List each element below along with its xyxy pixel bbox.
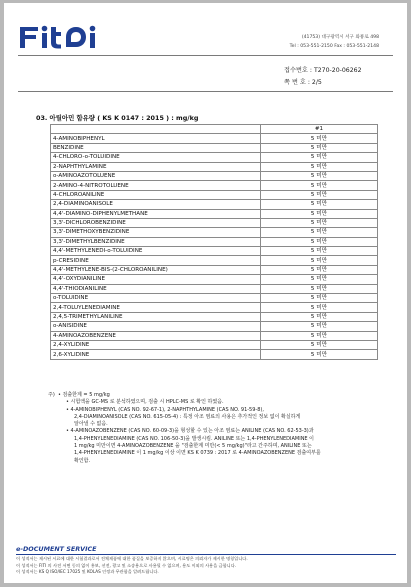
table-row [51,247,378,256]
table-row [51,153,378,162]
result-cell: 5 미만 [261,265,378,274]
disclaimer-line: 이 성적서는 제시된 시료에 대한 시험결과로서 전체제품에 대한 품질을 보증하지 않으며, 시료명은 의뢰자가 제시한 명칭입니다. [16,556,248,561]
table-row [51,181,378,190]
result-cell: 5 미만 [261,294,378,303]
page-number: 2/5 [311,79,322,86]
phone-line: Tel : 053-551-2150 Fax : 053-551-2148 [289,44,379,49]
receipt-number: T270-20-06262 [313,67,362,74]
table-row [51,275,378,284]
table-row [51,284,378,293]
result-cell: 5 미만 [261,190,378,199]
table-header-row [51,125,378,134]
substance-cell: 3,3'-DIMETHYLBENZIDINE [51,237,261,246]
substance-cell: o-AMINOAZOTOLUENE [51,171,261,180]
note-specific-amines-cont: 2,4-DIAMINOANISOLE (CAS NO. 615-05-4) : 특정 아조 염료의 사용은 추가적인 정보 없이 확실하게 [74,413,301,420]
notes-block [48,392,383,465]
table-row [51,340,378,349]
substance-cell: 2,4-DIAMINOANISOLE [51,200,261,209]
substance-cell: o-TOLUIDINE [51,294,261,303]
table-row [51,143,378,152]
result-cell: 5 미만 [261,228,378,237]
receipt-label: 접수번호 : [284,67,312,74]
result-cell: 5 미만 [261,171,378,180]
note-aminoazobenzene-cont: 1 mg/kg 미만이면 4-AMINOAZOBENZENE 을 "검출한계 미만(< 5 mg/kg)"라고 간주하며, ANILINE 또는 [74,443,312,450]
substance-cell: o-ANISIDINE [51,322,261,331]
result-cell: 5 미만 [261,134,378,143]
table-row [51,322,378,331]
substance-cell: 4,4'-OXYDIANILINE [51,275,261,284]
result-cell: 5 미만 [261,303,378,312]
company-address [290,33,379,51]
note-aminoazobenzene: • 4-AMINOAZOBENZENE (CAS NO. 60-09-3)을 형성할 수 있는 아조 염료는 ANILINE (CAS NO. 62-53-3)과 [66,428,314,435]
table-row [51,171,378,180]
footer-disclaimer [16,556,248,576]
substance-cell: 4-AMINOAZOBENZENE [51,331,261,340]
address-line: (41753) 대구광역시 서구 와룡로 498 [301,35,379,40]
table-row [51,350,378,359]
meta-divider [18,91,393,92]
note-aminoazobenzene-cont: 확인함. [74,457,91,464]
table-row [51,256,378,265]
result-cell: 5 미만 [261,143,378,152]
note-detection-limit: • 검출한계 = 5 mg/kg [57,392,110,398]
page-label: 쪽 번 호 : [284,79,310,86]
table-row [51,237,378,246]
table-row [51,218,378,227]
substance-cell: p-CRESIDINE [51,256,261,265]
substance-cell: 4,4'-METHYLENEDI-o-TOLUIDINE [51,247,261,256]
result-cell: 5 미만 [261,153,378,162]
table-row [51,331,378,340]
notes-label: 주) [48,392,55,398]
substance-cell: 3,3'-DICHLOROBENZIDINE [51,218,261,227]
result-cell: 5 미만 [261,322,378,331]
substance-cell: 3,3'-DIMETHOXYBENZIDINE [51,228,261,237]
substance-column-header [51,125,261,134]
table-row [51,190,378,199]
result-cell: 5 미만 [261,331,378,340]
table-row [51,312,378,321]
table-row [51,162,378,171]
substance-cell: 4,4'-DIAMINO-DIPHENYLMETHANE [51,209,261,218]
e-document-service-title: e-DOCUMENT SERVICE [16,545,97,553]
substance-cell: 2-AMINO-4-NITROTOLUENE [51,181,261,190]
footer-divider [16,554,396,555]
result-cell: 5 미만 [261,350,378,359]
result-cell: 5 미만 [261,181,378,190]
table-row [51,228,378,237]
receipt-number-row [284,65,362,74]
substance-cell: 4,4'-METHYLENE-BIS-(2-CHLOROANILINE) [51,265,261,274]
substance-cell: 4-AMINOBIPHENYL [51,134,261,143]
note-method: • 시험액을 GC-MS 로 분석하였으며, 검출 시 HPLC-MS 로 확인 하였음. [66,399,224,406]
substance-cell: BENZIDINE [51,143,261,152]
document-page [4,3,407,583]
table-row [51,303,378,312]
result-cell: 5 미만 [261,275,378,284]
substance-cell: 2,4-TOLUYLENEDIAMINE [51,303,261,312]
note-aminoazobenzene-cont: 1,4-PHENYLENEDIAMINE (CAS NO. 106-50-3)을 발생시킴. ANILINE 또는 1,4-PHENYLENEDIAMINE 이 [74,435,315,442]
substance-cell: 2,6-XYLIDINE [51,350,261,359]
substance-cell: 4,4'-THIODIANILINE [51,284,261,293]
result-cell: 5 미만 [261,218,378,227]
substance-cell: 2,4-XYLIDINE [51,340,261,349]
note-aminoazobenzene-cont: 1,4-PHENYLENEDIAMINE 이 1 mg/kg 이상 이면 KS K 0739 : 2017 로 4-AMINOAZOBENZENE 검출여부를 [74,450,321,457]
result-cell: 5 미만 [261,209,378,218]
note-specific-amines-cont: 알아낼 수 없음. [74,421,108,428]
result-cell: 5 미만 [261,284,378,293]
substance-cell: 4-CHLOROANILINE [51,190,261,199]
disclaimer-line: 이 성적서는 KS Q ISO/IEC 17025 및 KOLAS 인정과 무관함을 알려드립니다. [16,569,159,575]
arylamine-results-table [50,124,378,360]
result-cell: 5 미만 [261,340,378,349]
table-row [51,200,378,209]
table-row [51,265,378,274]
result-cell: 5 미만 [261,237,378,246]
table-row [51,209,378,218]
fiti-logo [18,23,118,51]
page-number-row [284,77,322,86]
header-divider [18,55,393,56]
substance-cell: 2-NAPHTHYLAMINE [51,162,261,171]
disclaimer-line: 이 성적서는 FITI 의 사전 서면 동의 없이 홍보, 선전, 광고 및 소송용으로 사용될 수 없으며, 용도 이외의 사용을 금합니다. [16,562,237,568]
note-specific-amines: • 4-AMINOBIPHENYL (CAS NO. 92-67-1), 2-NAPHTHYLAMINE (CAS NO. 91-59-8), [66,406,264,413]
result-cell: 5 미만 [261,200,378,209]
substance-cell: 4-CHLORO-o-TOLUIDINE [51,153,261,162]
section-title: 03. 아릴아민 함유량 ( KS K 0147 : 2015 ) : mg/kg [36,114,199,122]
substance-cell: 2,4,5-TRIMETHYLANILINE [51,312,261,321]
table-row [51,294,378,303]
result-cell: 5 미만 [261,256,378,265]
sample-column-header: #1 [261,125,378,134]
result-cell: 5 미만 [261,247,378,256]
table-row [51,134,378,143]
result-cell: 5 미만 [261,162,378,171]
result-cell: 5 미만 [261,312,378,321]
